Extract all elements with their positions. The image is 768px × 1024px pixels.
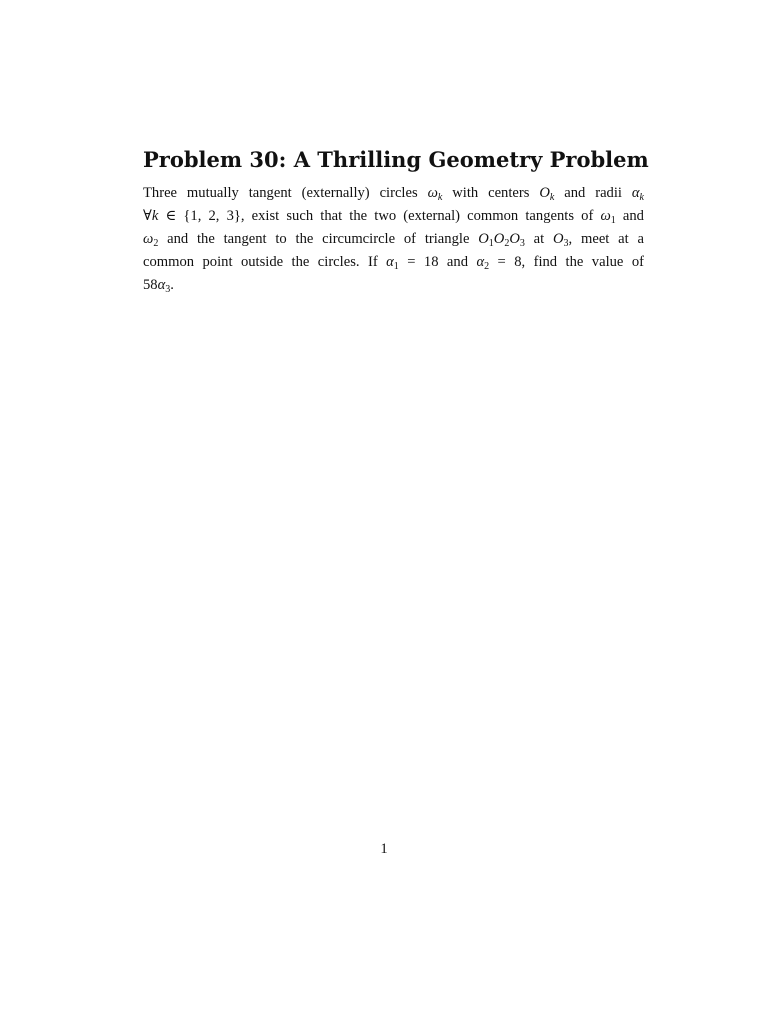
problem-line-3: $\omega_2$ and the tangent to the circumcircle of triangle $O_1O_2O_3$ at $O_3$, meet at a (143, 231, 644, 249)
problem-title: Problem 30: A Thrilling Geometry Problem (143, 147, 649, 172)
problem-line-4: common point outside the circles. If $\alpha_1 = 18$ and $\alpha_2 = 8$, find the value of (143, 254, 644, 272)
problem-line-5: $58\alpha_3$. (143, 277, 174, 295)
problem-line-2: ∀k ∈ {1, 2, 3}, exist such that the two (external) common tangents of $\omega_1$ and (143, 208, 644, 226)
problem-line-1: Three mutually tangent (externally) circles $\omega_k$ with centers $O_k$ and radii $\alpha_k$ (143, 185, 644, 203)
problem-statement (143, 184, 644, 299)
page-number: 1 (380, 841, 388, 857)
